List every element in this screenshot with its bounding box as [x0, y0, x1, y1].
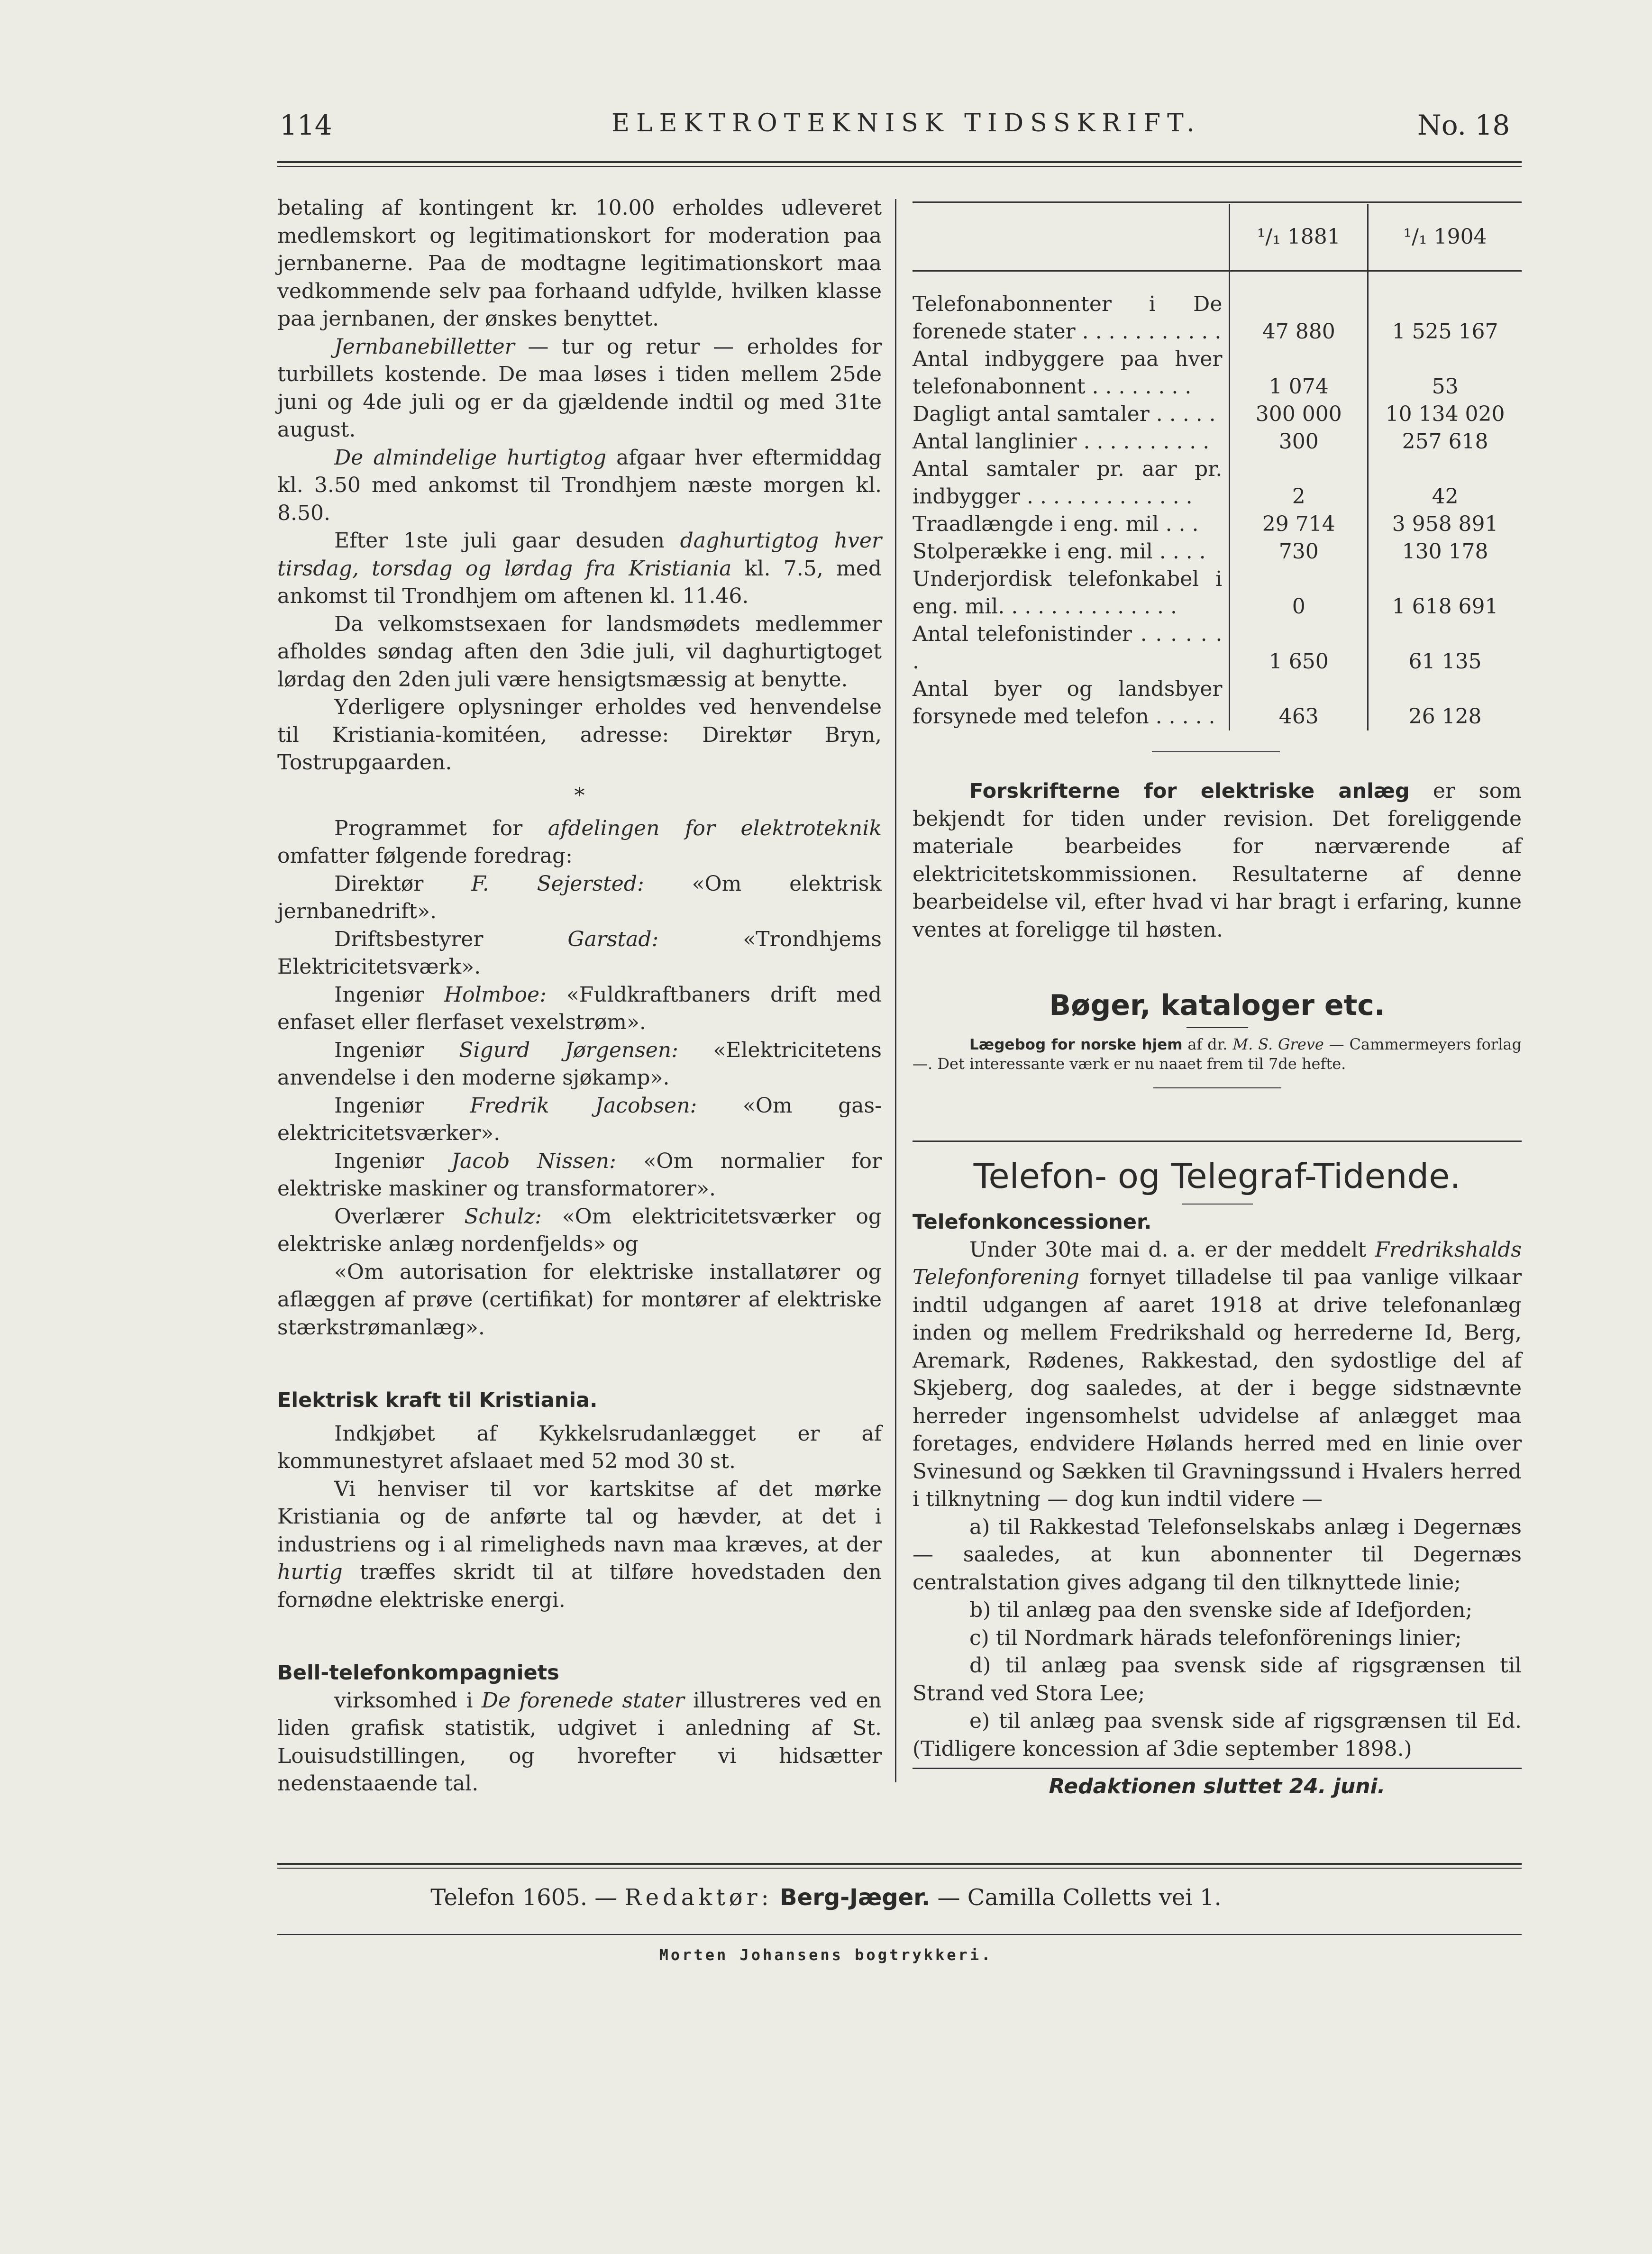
table-row: [913, 428, 1522, 456]
list-item: e) til anlæg paa svensk side af rigsgrænsen til Ed. (Tidligere koncession af 3die september 1898.): [913, 1709, 1522, 1761]
printer-imprint: Morten Johansens bogtrykkeri.: [659, 1946, 993, 1964]
footer-rule: [277, 1863, 1522, 1865]
short-rule: [1182, 1204, 1253, 1205]
value-1881: 1 074: [1230, 346, 1368, 401]
talk-title: «Om gas-elektricitetsværker».: [277, 1093, 882, 1145]
row-label: Traadlængde i eng. mil . . .: [913, 512, 1199, 536]
talk-item: [277, 1203, 882, 1259]
footer-contact: [0, 1884, 1652, 1911]
spacer: [277, 1414, 882, 1420]
value-1881: 47 880: [1230, 271, 1368, 346]
paragraph-forskrifter: [913, 777, 1522, 944]
footer-rule-bottom: [277, 1934, 1522, 1935]
paragraph-program: [277, 815, 882, 870]
speaker: Sigurd Jørgensen:: [459, 1038, 678, 1062]
table-header-blank: [913, 204, 1230, 271]
short-rule: [1153, 1087, 1281, 1088]
book-title: Lægebog for norske hjem: [969, 1036, 1183, 1053]
header-rule-thin: [277, 166, 1522, 167]
value-1881: 463: [1230, 675, 1368, 730]
text: Direktør: [334, 871, 472, 896]
list-item: a) til Rakkestad Telefonselskabs anlæg i Degernæs — saaledes, at kun abonnenter til Degernæs centralstation gives adgang til den tilknyttede linie;: [913, 1515, 1522, 1595]
speaker: Jacob Nissen:: [451, 1149, 616, 1173]
list-item: d) til anlæg paa svensk side af rigsgrænsen til Strand ved Stora Lee;: [913, 1653, 1522, 1706]
table-header-1881: ¹/₁ 1881: [1230, 204, 1368, 271]
row-label: Underjordisk telefonkabel i eng. mil. . . . . . . . . . . . . .: [913, 567, 1223, 619]
text: Ingeniør: [334, 982, 444, 1007]
text: af dr.: [1182, 1035, 1233, 1053]
text: virksomhed i: [334, 1688, 482, 1713]
speaker: Fredrik Jacobsen:: [470, 1093, 697, 1118]
issue-number: No. 18: [1417, 109, 1510, 141]
value-1881: 300: [1230, 428, 1368, 456]
text: er som bekjendt for tiden under revision. Det foreliggende materiale bearbeides for nærværende af elektricitetskommissionen. Resultaterne af denne bearbeidelse vil, efter hvad vi har bragt i erfaring, kunne ventes at foreligge til høsten.: [913, 779, 1522, 942]
text: Overlærer: [334, 1204, 465, 1229]
row-label: Antal samtaler pr. aar pr. indbygger . . . . . . . . . . . . .: [913, 457, 1223, 509]
emphasis: De forenede stater: [481, 1688, 685, 1713]
heading-telefonkoncessioner: Telefonkoncessioner.: [913, 1210, 1152, 1234]
spacer: [277, 1341, 882, 1387]
table-row: [913, 511, 1522, 538]
heading-elektrisk-kraft: Elektrisk kraft til Kristiania.: [277, 1388, 598, 1412]
paragraph-kraft-1: Indkjøbet af Kykkelsrudanlægget er af kommunestyret afslaaet med 52 mod 30 st.: [277, 1421, 882, 1473]
emphasis: Fredrikshalds Telefonforening: [913, 1237, 1522, 1289]
talk-title: «Elektricitetens anvendelse i den moderne sjøkamp».: [277, 1038, 882, 1090]
table-header-row: [913, 204, 1522, 271]
text: træffes skridt til at tilføre hovedstaden den fornødne elektriske energi.: [277, 1560, 882, 1612]
talk-item: [277, 981, 882, 1037]
talk-item: [277, 870, 882, 926]
value-1904: 1 525 167: [1392, 319, 1498, 344]
column-divider: [895, 199, 896, 1782]
table-top-rule: [913, 201, 1522, 203]
value-1904: 3 958 891: [1392, 512, 1498, 536]
talk-title: «Trondhjems Elektricitetsværk».: [277, 927, 882, 979]
value-1904: 26 128: [1408, 704, 1482, 729]
header-rule: [277, 161, 1522, 163]
talk-item-last: «Om autorisation for elektriske installatører og aflæggen af prøve (certifikat) for montører af elektriske stærkstrømanlæg».: [277, 1259, 882, 1340]
value-1904: 130 178: [1402, 539, 1488, 564]
list-item: b) til anlæg paa den svenske side af Idefjorden;: [969, 1598, 1473, 1622]
table-row: [913, 621, 1522, 675]
value-1881: 300 000: [1230, 401, 1368, 428]
heading-boger: Bøger, kataloger etc.: [1049, 989, 1385, 1022]
talk-title: «Om normalier for elektriske maskiner og transformatorer».: [277, 1149, 882, 1201]
value-1904: 53: [1432, 374, 1459, 399]
talk-item: [277, 1092, 882, 1148]
table-row: [913, 456, 1522, 511]
paragraph-membership: betaling af kontingent kr. 10.00 erholdes udleveret medlemskort og legitimationskort for moderation paa jernbanerne. Paa de modtagne legitimationskort maa vedkommende selv paa forhaand udfylde, hvilken klasse paa jernbanen, der ønskes benyttet.: [277, 196, 882, 331]
spacer: [913, 944, 1522, 986]
row-label: Dagligt antal samtaler . . . . .: [913, 402, 1216, 426]
row-label: Antal byer og landsbyer forsynede med telefon . . . . .: [913, 677, 1223, 729]
text: — Camilla Colletts vei 1.: [930, 1884, 1222, 1911]
section-rule: [913, 1141, 1522, 1142]
talk-title: «Om elektricitetsværker og elektriske anlæg nordenfjelds» og: [277, 1204, 882, 1256]
paragraph-express-trains: [277, 444, 882, 528]
heading-bell: Bell-telefonkompagniets: [277, 1661, 559, 1685]
spacer: [277, 1614, 882, 1659]
author: M. S. Greve: [1232, 1035, 1324, 1053]
speaker: Garstad:: [567, 927, 659, 951]
text: Vi henviser til vor kartskitse af det mørke Kristiania og de anførte tal og hævder, at det i industriens og i al rimeligheds navn maa kræves, at der: [277, 1477, 882, 1557]
table-row: [913, 675, 1522, 730]
text: Driftsbestyrer: [334, 927, 568, 951]
emphasis: De almindelige hurtigtog: [334, 445, 607, 470]
row-label: Antal telefonistinder . . . . . . .: [913, 622, 1223, 674]
footer-rule-thin: [277, 1868, 1522, 1869]
row-label: Telefonabonnenter i De forenede stater . . . . . . . . . . .: [913, 292, 1223, 344]
short-rule: [1187, 1027, 1248, 1028]
table-header-1904: ¹/₁ 1904: [1368, 204, 1522, 271]
table-row: [913, 538, 1522, 566]
text: fornyet tilladelse til paa vanlige vilkaar indtil udgangen af aaret 1918 at drive telefonanlæg inden og mellem Fredrikshald og herrederne Id, Berg, Aremark, Rødenes, Rakkestad, den sydostlige del af Skjeberg, dog saaledes, at der i begge sidstnævnte herreder ingensomhelst udvidelse af anlægget maa foretages, endvidere Hølands herred med en linie over Svinesund og Sækken til Gravningssund i Hvalers herred i tilknytning — dog kun indtil videre —: [913, 1265, 1522, 1511]
value-1881: 29 714: [1230, 511, 1368, 538]
table-row: [913, 271, 1522, 346]
talk-item: [277, 926, 882, 981]
left-column: [277, 194, 882, 1798]
paragraph-welcome: Da velkomstsexaen for landsmødets medlemmer afholdes søndag aften den 3die juli, vil daghurtigtoget lørdag den 2den juli være hensigtsmæssig at benytte.: [277, 611, 882, 692]
paragraph-bell: [277, 1687, 882, 1798]
paragraph-information: Yderligere oplysninger erholdes ved henvendelse til Kristiania-komitéen, adresse: Direktør Bryn, Tostrupgaarden.: [277, 695, 882, 775]
speaker: F. Sejersted:: [471, 871, 644, 896]
text: Programmet for: [334, 816, 548, 840]
table-row: [913, 401, 1522, 428]
paragraph-kraft-2: [277, 1476, 882, 1615]
value-1904: 1 618 691: [1392, 594, 1498, 619]
talk-item: [277, 1148, 882, 1203]
paragraph-railway-tickets: [277, 333, 882, 444]
section-rule: [913, 1768, 1522, 1769]
value-1904: 10 134 020: [1385, 402, 1505, 426]
separator-star: *: [574, 783, 585, 808]
row-label: Antal langlinier . . . . . . . . . .: [913, 429, 1210, 454]
text: omfatter følgende foredrag:: [277, 844, 573, 868]
table-row: [913, 566, 1522, 621]
row-label: Stolperække i eng. mil . . . .: [913, 539, 1206, 564]
heading-telefon-telegraf: Telefon- og Telegraf-Tidende.: [973, 1156, 1461, 1196]
value-1881: 1 650: [1230, 621, 1368, 675]
value-1904: 257 618: [1402, 429, 1488, 454]
emphasis: daghurtigtog hver tirsdag, torsdag og lørdag fra Kristiania: [277, 529, 882, 581]
editor-name: Berg-Jæger.: [780, 1884, 931, 1911]
editor-label: Redaktør:: [624, 1884, 773, 1911]
text: afgaar hver eftermiddag kl. 3.50 med ankomst til Trondhjem næste morgen kl. 8.50.: [277, 445, 882, 525]
text: Telefon 1605. —: [430, 1884, 625, 1911]
paragraph-boger: [913, 1035, 1522, 1073]
paragraph-koncession: [913, 1236, 1522, 1514]
speaker: Schulz:: [464, 1204, 542, 1229]
row-label: Antal indbyggere paa hver telefonabonnent . . . . . . . .: [913, 347, 1223, 399]
value-1904: 42: [1432, 484, 1459, 509]
emphasis: hurtig: [277, 1560, 343, 1584]
text: Ingeniør: [334, 1149, 452, 1173]
talk-item: [277, 1037, 882, 1092]
right-column: [913, 777, 1522, 1801]
text: Ingeniør: [334, 1038, 459, 1062]
page-number: 114: [280, 109, 332, 141]
text: kl. 7.5, med ankomst til Trondhjem om aftenen kl. 11.46.: [277, 556, 882, 608]
short-rule: [1152, 751, 1280, 752]
text: Efter 1ste juli gaar desuden: [334, 529, 680, 553]
forskrifter-heading: Forskrifterne for elektriske anlæg: [969, 779, 1410, 803]
talk-title: «Om elektrisk jernbanedrift».: [277, 871, 882, 923]
speaker: Holmboe:: [444, 982, 547, 1007]
value-1904: 61 135: [1408, 649, 1482, 674]
table-row: [913, 346, 1522, 401]
list-item: c) til Nordmark härads telefonförenings linier;: [969, 1625, 1462, 1650]
text: — Cammermeyers forlag —. Det interessante værk er nu naaet frem til 7de hefte.: [913, 1035, 1522, 1073]
emphasis: afdelingen for elektroteknik: [548, 816, 882, 840]
emphasis: Jernbanebilletter: [334, 334, 515, 359]
talk-title: «Fuldkraftbaners drift med enfaset eller flerfaset vexelstrøm».: [277, 982, 882, 1034]
text: Under 30te mai d. a. er der meddelt: [969, 1237, 1375, 1262]
paragraph-day-express: [277, 527, 882, 611]
value-1881: 0: [1230, 566, 1368, 621]
value-1881: 730: [1230, 538, 1368, 566]
text: — tur og retur — erholdes for turbillets kostende. De maa løses i tiden mellem 25de juni og 4de juli og er da gjældende indtil og med 31te august.: [277, 334, 882, 442]
journal-title: ELEKTROTEKNISK TIDSSKRIFT.: [612, 109, 1201, 137]
text: illustreres ved en liden grafisk statistik, udgivet i anledning af St. Louisudstillingen, og hvorefter vi hidsætter nedenstaaende tal.: [277, 1688, 882, 1796]
redaktion-note: Redaktionen sluttet 24. juni.: [1049, 1774, 1386, 1798]
text: Ingeniør: [334, 1093, 470, 1118]
bell-statistics-table: [913, 204, 1522, 730]
value-1881: 2: [1230, 456, 1368, 511]
